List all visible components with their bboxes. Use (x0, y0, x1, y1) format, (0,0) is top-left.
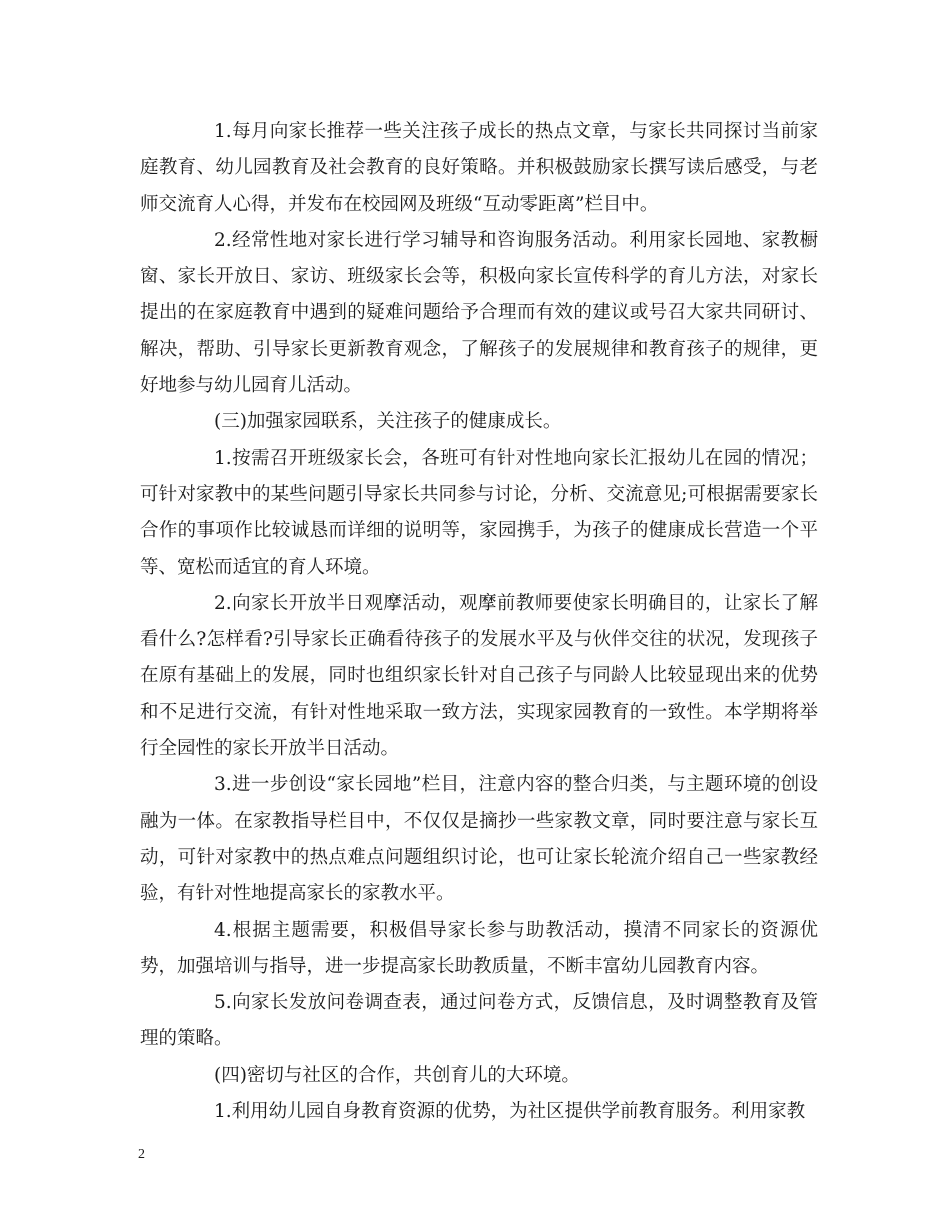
section-heading-home-school-contact: (三)加强家园联系，关注孩子的健康成长。 (214, 411, 562, 433)
paragraph-monthly-articles: 1.每月向家长推荐一些关注孩子成长的热点文章，与家长共同探讨当前家庭教育、幼儿园教育及社会教育的良好策略。并积极鼓励家长撰写读后感受，与老师交流育人心得，并发布在校园网及班级“互动零距离”栏目中。 (140, 121, 818, 215)
paragraph-half-day-observation: 2.向家长开放半日观摩活动，观摩前教师要使家长明确目的，让家长了解看什么?怎样看?引导家长正确看待孩子的发展水平及与伙伴交往的状况，发现孩子在原有基础上的发展，同时也组织家长针对自己孩子与同龄人比较显现出来的优势和不足进行交流，有针对性地采取一致方法，实现家园教育的一致性。本学期将举行全园性的家长开放半日活动。 (140, 592, 818, 760)
document-body (140, 114, 818, 1130)
paragraph-questionnaire: 5.向家长发放问卷调查表，通过问卷方式，反馈信息，及时调整教育及管理的策略。 (140, 992, 818, 1050)
section-heading-community-cooperation: (四)密切与社区的合作，共创育儿的大环境。 (214, 1064, 580, 1086)
paragraph-parent-garden-column: 3.进一步创设“家长园地”栏目，注意内容的整合归类，与主题环境的创设融为一体。在家教指导栏目中，不仅仅是摘抄一些家教文章，同时要注意与家长互动，可针对家教中的热点难点问题组织讨论，也可让家长轮流介绍自己一些家教经验，有针对性地提高家长的家教水平。 (140, 774, 818, 905)
page-number: 2 (138, 1147, 145, 1162)
paragraph-guidance-consulting: 2.经常性地对家长进行学习辅导和咨询服务活动。利用家长园地、家教橱窗、家长开放日、家访、班级家长会等，积极向家长宣传科学的育儿方法，对家长提出的在家庭教育中遇到的疑难问题给予合理而有效的建议或号召大家共同研讨、解决，帮助、引导家长更新教育观念，了解孩子的发展规律和教育孩子的规律，更好地参与幼儿园育儿活动。 (140, 229, 818, 397)
paragraph-parent-assistant-teaching: 4.根据主题需要，积极倡导家长参与助教活动，摸清不同家长的资源优势，加强培训与指导，进一步提高家长助教质量，不断丰富幼儿园教育内容。 (140, 919, 818, 977)
paragraph-community-service: 1.利用幼儿园自身教育资源的优势，为社区提供学前教育服务。利用家教 (214, 1101, 806, 1123)
paragraph-parent-meetings: 1.按需召开班级家长会，各班可有针对性地向家长汇报幼儿在园的情况；可针对家教中的某些问题引导家长共同参与讨论，分析、交流意见;可根据需要家长合作的事项作比较诚恳而详细的说明等，家园携手，为孩子的健康成长营造一个平等、宽松而适宜的育人环境。 (140, 447, 818, 578)
